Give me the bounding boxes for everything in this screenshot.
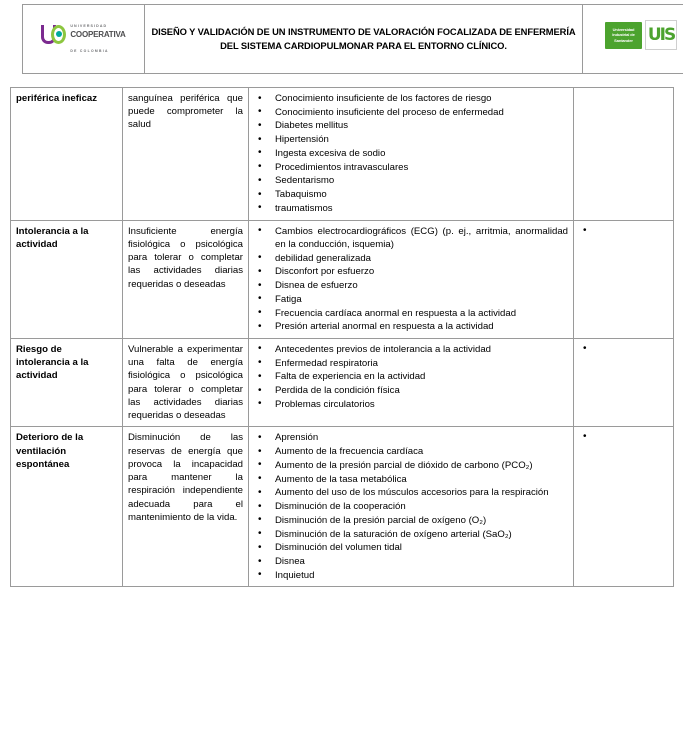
header-right-logo-cell: [583, 5, 683, 74]
table-row: [11, 88, 674, 221]
extra-bullet-list: [579, 431, 668, 444]
list-item: • Aumento del uso de los músculos accesorios para la respiración: [254, 486, 568, 499]
diagnosis-factors-cell: [249, 338, 574, 426]
nanda-diagnoses-table: [10, 87, 674, 587]
list-item: • Disnea de esfuerzo: [254, 279, 568, 292]
diagnosis-label: Deterioro de la ventilación espontánea: [16, 432, 84, 470]
diagnosis-extra-cell: [574, 220, 674, 338]
diagnosis-definition: Disminución de las reservas de energía que provoca la incapacidad para mantener la respiración independiente adecuada para el mantenimiento de la vida.: [128, 432, 243, 523]
list-item: • Frecuencia cardíaca anormal en respuesta a la actividad: [254, 307, 568, 320]
list-item: • Aumento de la frecuencia cardíaca: [254, 445, 568, 458]
list-item: • Presión arterial anormal en respuesta a la actividad: [254, 320, 568, 333]
list-item: • Disminución de la saturación de oxígeno arterial (SaO₂): [254, 528, 568, 541]
document-title: DISEÑO Y VALIDACIÓN DE UN INSTRUMENTO DE VALORACIÓN FOCALIZADA DE ENFERMERÍA DEL SISTEMA CARDIOPULMONAR PARA EL ENTORNO CLÍNICO.: [151, 26, 576, 51]
diagnosis-label: Intolerancia a la actividad: [16, 225, 89, 250]
list-item: • Falta de experiencia en la actividad: [254, 370, 568, 383]
header-row: [23, 5, 683, 74]
diagnosis-label-cell: [11, 427, 123, 587]
list-item: • Disnea: [254, 555, 568, 568]
list-item: • Tabaquismo: [254, 188, 568, 201]
uis-name-block: [605, 22, 642, 49]
extra-bullet-list: [579, 343, 668, 356]
diagnosis-definition: sanguínea periférica que puede comprometer la salud: [128, 93, 243, 131]
diagnosis-definition-cell: [123, 427, 249, 587]
universidad-cooperativa-de-colombia-logo: [41, 15, 125, 56]
diagnosis-extra-cell: [574, 88, 674, 221]
list-item: • Conocimiento insuficiente del proceso de enfermedad: [254, 106, 568, 119]
list-item: • Cambios electrocardiográficos (ECG) (p. ej., arritmia, anormalidad en la conducción, isquemia): [254, 225, 568, 251]
diagnosis-definition: Insuficiente energía fisiológica o psicológica para tolerar o completar las actividades diarias requeridas o deseadas: [128, 225, 243, 290]
diagnosis-factors-cell: [249, 88, 574, 221]
list-item: • Sedentarismo: [254, 174, 568, 187]
uis-monogram-text: UIS: [647, 24, 675, 45]
list-item: • Procedimientos intravasculares: [254, 161, 568, 174]
list-item: • Disminución de la presión parcial de oxígeno (O₂): [254, 514, 568, 527]
diagnosis-label-cell: [11, 88, 123, 221]
ucc-wordmark-line2: COOPERATIVA: [70, 30, 126, 39]
list-item: • Disconfort por esfuerzo: [254, 265, 568, 278]
diagnosis-definition-cell: [123, 338, 249, 426]
list-item: [579, 343, 668, 356]
diagnosis-label: periférica ineficaz: [16, 93, 98, 104]
list-item: • Perdida de la condición física: [254, 384, 568, 397]
ucc-dot-icon: [56, 31, 62, 37]
diagnosis-label: Riesgo de intolerancia a la actividad: [16, 343, 89, 382]
list-item: [579, 431, 668, 444]
diagnosis-factors-cell: [249, 427, 574, 587]
ucc-monogram-icon: [41, 24, 66, 46]
diagnosis-label-cell: [11, 338, 123, 426]
header-title-cell: [145, 5, 583, 74]
list-item: • Inquietud: [254, 569, 568, 582]
diagnosis-definition-cell: [123, 220, 249, 338]
list-item: • Aumento de la tasa metabólica: [254, 473, 568, 486]
list-item: • Hipertensión: [254, 133, 568, 146]
list-item: • Ingesta excesiva de sodio: [254, 147, 568, 160]
diagnosis-factors-list: [254, 431, 568, 582]
diagnosis-extra-cell: [574, 427, 674, 587]
table-row: [11, 427, 674, 587]
list-item: • Antecedentes previos de intolerancia a la actividad: [254, 343, 568, 356]
list-item: • Aprensión: [254, 431, 568, 444]
header-left-logo-cell: [23, 5, 145, 74]
list-item: • Enfermedad respiratoria: [254, 357, 568, 370]
table-row: [11, 338, 674, 426]
diagnosis-extra-cell: [574, 338, 674, 426]
diagnosis-definition-cell: [123, 88, 249, 221]
uis-name-text: Universidad Industrial de Santander: [612, 26, 635, 43]
list-item: • Disminución del volumen tidal: [254, 541, 568, 554]
list-item: • Problemas circulatorios: [254, 398, 568, 411]
table-row: [11, 220, 674, 338]
ucc-wordmark-line1: UNIVERSIDAD: [70, 23, 108, 28]
diagnosis-factors-list: [254, 225, 568, 334]
universidad-industrial-de-santander-logo: [605, 20, 677, 50]
list-item: • Aumento de la presión parcial de dióxido de carbono (PCO₂): [254, 459, 568, 472]
list-item: • debilidad generalizada: [254, 252, 568, 265]
ucc-wordmark-line3: DE COLOMBIA: [70, 48, 109, 53]
diagnosis-factors-list: [254, 92, 568, 215]
extra-bullet-list: [579, 225, 668, 238]
nanda-diagnoses-table-body: [11, 88, 674, 587]
list-item: • Disminución de la cooperación: [254, 500, 568, 513]
list-item: • Conocimiento insuficiente de los factores de riesgo: [254, 92, 568, 105]
diagnosis-definition: Vulnerable a experimentar una falta de energía fisiológica o psicológica para tolerar o completar las actividades diarias requeridas o deseadas: [128, 343, 243, 422]
list-item: • traumatismos: [254, 202, 568, 215]
uis-monogram-badge-icon: [645, 20, 677, 50]
diagnosis-label-cell: [11, 220, 123, 338]
ucc-wordmark: [70, 15, 125, 56]
diagnosis-factors-list: [254, 343, 568, 411]
document-header-table: [22, 4, 683, 74]
list-item: • Fatiga: [254, 293, 568, 306]
diagnosis-factors-cell: [249, 220, 574, 338]
list-item: [579, 225, 668, 238]
list-item: • Diabetes mellitus: [254, 119, 568, 132]
